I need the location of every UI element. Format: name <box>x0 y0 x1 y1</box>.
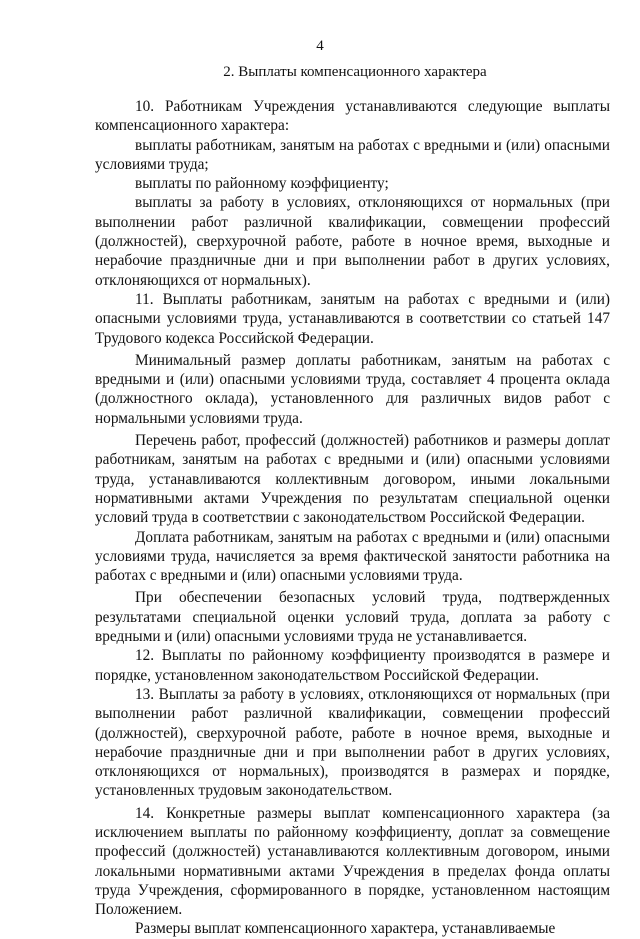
paragraph-12: 12. Выплаты по районному коэффициенту производятся в размере и порядке, установленном законодательством Российской Федерации. <box>95 647 610 684</box>
section-title: 2. Выплаты компенсационного характера <box>223 64 487 80</box>
list-item-harmful-conditions: выплаты работникам, занятым на работах с вредными и (или) опасными условиями труда; <box>95 136 610 173</box>
paragraph-minimum-payment: Минимальный размер доплаты работникам, занятым на работах с вредными и (или) опасными условиями труда, составляет 4 процента оклада (должностного оклада), установленного для различных видов работ с нормальными условиями труда. <box>95 351 610 427</box>
page-number: 4 <box>316 38 324 54</box>
body-text <box>95 97 610 939</box>
list-item-regional-coefficient: выплаты по районному коэффициенту; <box>135 175 389 193</box>
paragraph-13: 13. Выплаты за работу в условиях, отклоняющихся от нормальных (при выполнении работ различной квалификации, совмещении профессий (должностей), сверхурочной работе, работе в ночное время, выходные и нерабочие праздничные дни и при выполнении работ в других условиях, отклоняющихся от нормальных), производятся в размерах и порядке, установленных трудовым законодательством. <box>95 685 610 800</box>
list-item-abnormal-conditions: выплаты за работу в условиях, отклоняющихся от нормальных (при выполнении работ различной квалификации, совмещении профессий (должностей), сверхурочной работе, работе в ночное время, выходные и нерабочие праздничные дни и при выполнении работ в других условиях, отклоняющихся от нормальных). <box>95 194 610 289</box>
paragraph-10: 10. Работникам Учреждения устанавливаются следующие выплаты компенсационного характера: <box>95 98 610 135</box>
paragraph-surcharge-accrual: Доплата работникам, занятым на работах с вредными и (или) опасными условиями труда, начисляется за время фактической занятости работника на работах с вредными и (или) опасными условиями труда. <box>95 528 610 585</box>
paragraph-14: 14. Конкретные размеры выплат компенсационного характера (за исключением выплаты по районному коэффициенту, доплат за совмещение профессий (должностей) устанавливаются коллективным договором, иными локальными нормативными актами Учреждения в пределах фонда оплаты труда Учреждения, сформированного в порядке, установленном настоящим Положением. <box>95 804 610 919</box>
paragraph-11: 11. Выплаты работникам, занятым на работах с вредными и (или) опасными условиями труда, устанавливаются в соответствии со статьей 147 Трудового кодекса Российской Федерации. <box>95 290 610 347</box>
paragraph-safe-conditions: При обеспечении безопасных условий труда, подтвержденных результатами специальной оценки условий труда, доплата за работу с вредными и (или) опасными условиями труда не устанавливается. <box>95 589 610 646</box>
paragraph-list-of-works: Перечень работ, профессий (должностей) работников и размеры доплат работникам, занятым на работах с вредными и (или) опасными условиями труда, устанавливаются коллективным договором, иными локальными нормативными актами Учреждения по результатам специальной оценки условий труда в соответствии с законодательством Российской Федерации. <box>95 432 610 527</box>
paragraph-compensation-sizes: Размеры выплат компенсационного характера, устанавливаемые <box>135 920 556 938</box>
